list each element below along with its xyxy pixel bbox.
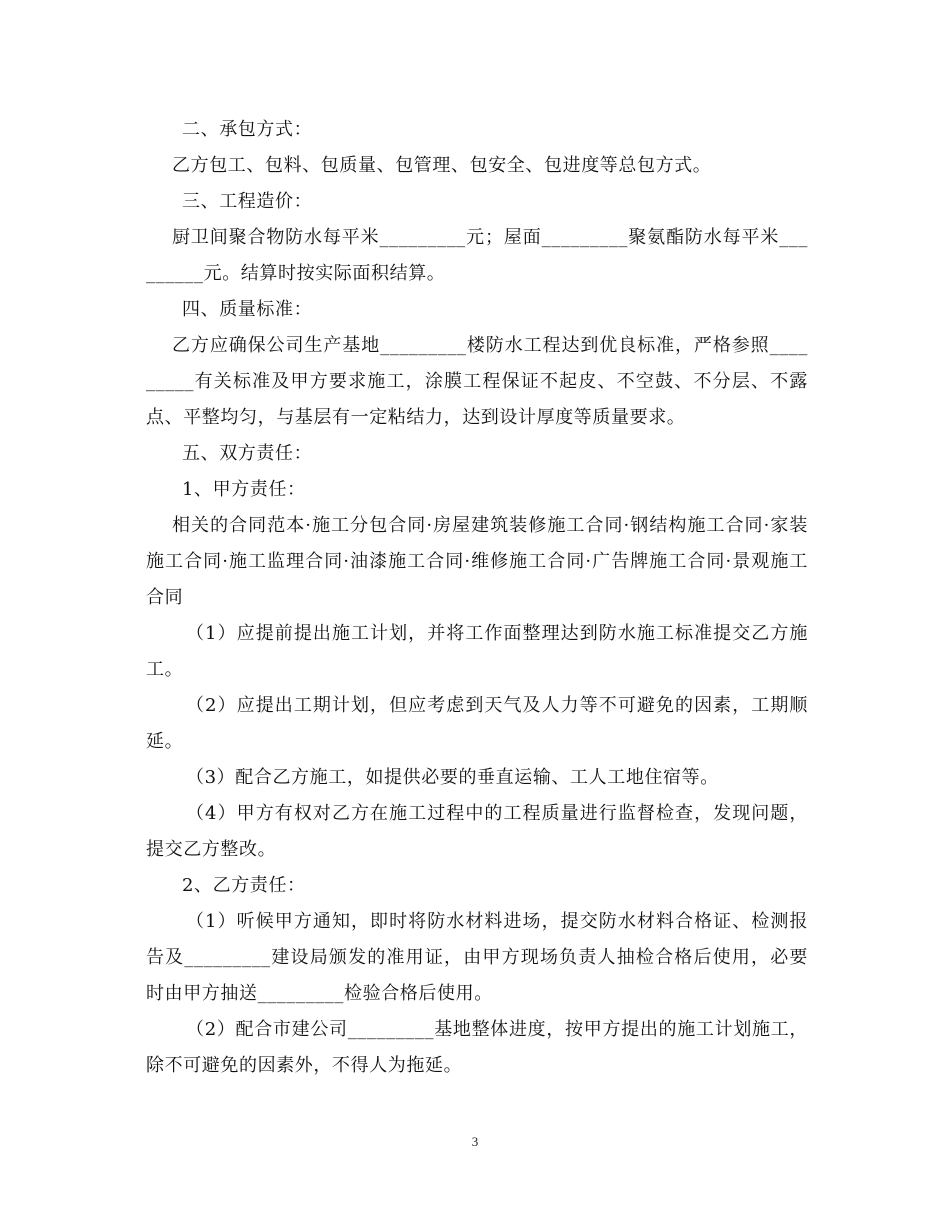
subheading-party-a: 1、甲方责任： — [182, 479, 306, 500]
section-heading-contract-method: 二、承包方式： — [182, 119, 313, 140]
party-a-item-1: （1）应提前提出施工计划，并将工作面整理达到防水施工标准提交乙方施工。 — [146, 623, 808, 680]
paragraph-cost: 厨卫间聚合物防水每平米_________元；屋面_________聚氨酯防水每平米_________元。结算时按实际面积结算。 — [146, 227, 808, 284]
page-number: 3 — [471, 1134, 479, 1149]
party-a-item-2: （2）应提出工期计划，但应考虑到天气及人力等不可避免的因素，工期顺延。 — [146, 695, 808, 752]
section-heading-quality: 四、质量标准： — [182, 299, 313, 320]
paragraph-contract-method: 乙方包工、包料、包质量、包管理、包安全、包进度等总包方式。 — [172, 155, 712, 176]
party-a-item-4: （4）甲方有权对乙方在施工过程中的工程质量进行监督检查，发现问题，提交乙方整改。 — [146, 803, 808, 860]
section-heading-responsibilities: 五、双方责任： — [182, 443, 313, 464]
paragraph-quality: 乙方应确保公司生产基地_________楼防水工程达到优良标准，严格参照_________有关标准及甲方要求施工，涂膜工程保证不起皮、不空鼓、不分层、不露点、平整均匀，与基层有一定粘结力，达到设计厚度等质量要求。 — [146, 335, 808, 428]
section-heading-cost: 三、工程造价： — [182, 191, 313, 212]
party-a-item-3: （3）配合乙方施工，如提供必要的垂直运输、工人工地住宿等。 — [186, 767, 719, 788]
paragraph-related-templates: 相关的合同范本·施工分包合同·房屋建筑装修施工合同·钢结构施工合同·家装施工合同·施工监理合同·油漆施工合同·维修施工合同·广告牌施工合同·景观施工合同 — [146, 515, 808, 608]
subheading-party-b: 2、乙方责任： — [182, 875, 306, 896]
party-b-item-1: （1）听候甲方通知，即时将防水材料进场，提交防水材料合格证、检测报告及_________建设局颁发的准用证，由甲方现场负责人抽检合格后使用，必要时由甲方抽送_________检验合格后使用。 — [146, 911, 808, 1004]
party-b-item-2: （2）配合市建公司_________基地整体进度，按甲方提出的施工计划施工，除不可避免的因素外，不得人为拖延。 — [146, 1019, 808, 1076]
document-body — [146, 112, 808, 1084]
